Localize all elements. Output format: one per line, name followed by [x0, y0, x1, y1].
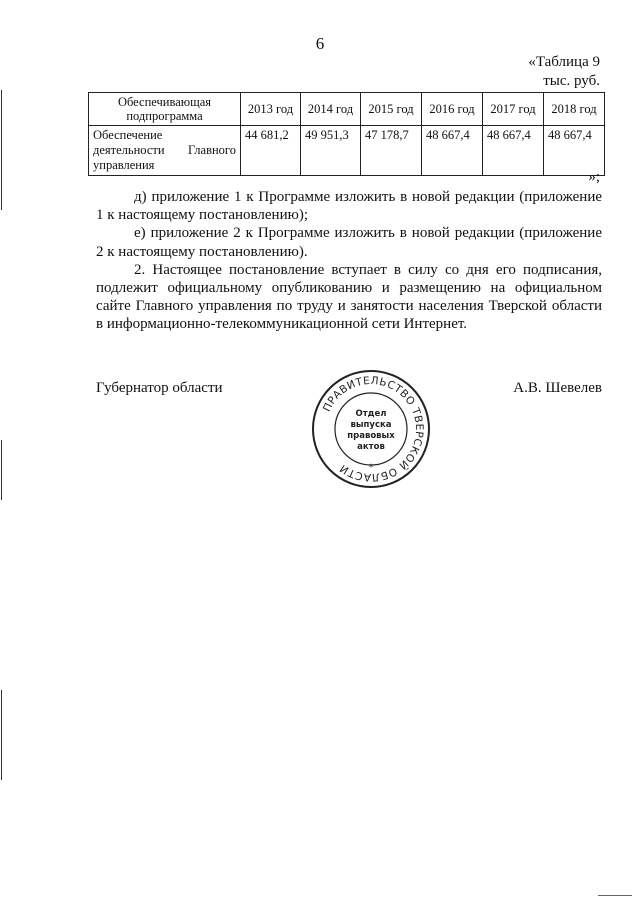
- table-cell-value: 47 178,7: [361, 126, 422, 176]
- header-year: 2016 год: [422, 93, 483, 126]
- footer-mark: [598, 895, 632, 896]
- row-label-word: деятельности: [93, 143, 165, 157]
- seal-center-line: актов: [357, 442, 385, 452]
- row-label-line: Обеспечение: [93, 128, 163, 142]
- table-cell-value: 48 667,4: [483, 126, 544, 176]
- seal-star: *: [368, 463, 374, 473]
- table-cell-value: 49 951,3: [301, 126, 361, 176]
- header-year: 2014 год: [301, 93, 361, 126]
- margin-mark: [1, 440, 2, 500]
- table-row: [89, 126, 605, 176]
- header-year: 2017 год: [483, 93, 544, 126]
- row-label-line: [93, 143, 236, 158]
- official-seal: [310, 368, 432, 490]
- seal-center-line: выпуска: [350, 420, 392, 430]
- table-caption: [528, 53, 600, 91]
- funding-table: [88, 92, 605, 176]
- paragraph-2: 2. Настоящее постановление вступает в силу со дня его подписания, подлежит официальному опубликованию и размещению на официальном сайте Главного управления по труду и занятости населения Тверской области в информационно-телекоммуникационной сети Интернет.: [96, 261, 602, 333]
- seal-center-line: правовых: [347, 431, 395, 441]
- row-label-word: Главного: [188, 143, 236, 157]
- signatory-title: Губернатор области: [96, 380, 223, 396]
- page-number: 6: [315, 34, 325, 53]
- table-cell-value: 48 667,4: [544, 126, 605, 176]
- header-subprogram: Обеспечивающая подпрограмма: [89, 93, 241, 126]
- margin-mark: [1, 90, 2, 210]
- document-body: [96, 188, 602, 334]
- header-year: 2018 год: [544, 93, 605, 126]
- table-caption-units: тыс. руб.: [543, 73, 600, 89]
- header-year: 2015 год: [361, 93, 422, 126]
- signatory-name: А.В. Шевелев: [513, 380, 602, 396]
- seal-center-line: Отдел: [355, 409, 387, 419]
- table-closing-quote: »;: [588, 169, 600, 185]
- header-year: 2013 год: [241, 93, 301, 126]
- margin-mark: [1, 690, 2, 780]
- seal-ring-text: ПРАВИТЕЛЬСТВО ТВЕРСКОЙ ОБЛАСТИ: [320, 374, 426, 484]
- paragraph-item-e: е) приложение 2 к Программе изложить в новой редакции (приложение 2 к настоящему постановлению).: [96, 225, 602, 260]
- table-cell-value: 44 681,2: [241, 126, 301, 176]
- table-caption-title: «Таблица 9: [528, 54, 600, 70]
- row-label-line: управления: [93, 158, 155, 172]
- table-header-row: [89, 93, 605, 126]
- row-label: [89, 126, 241, 176]
- seal-center-text: [347, 409, 395, 452]
- table-cell-value: 48 667,4: [422, 126, 483, 176]
- paragraph-item-d: д) приложение 1 к Программе изложить в новой редакции (приложение 1 к настоящему постановлению);: [96, 189, 602, 224]
